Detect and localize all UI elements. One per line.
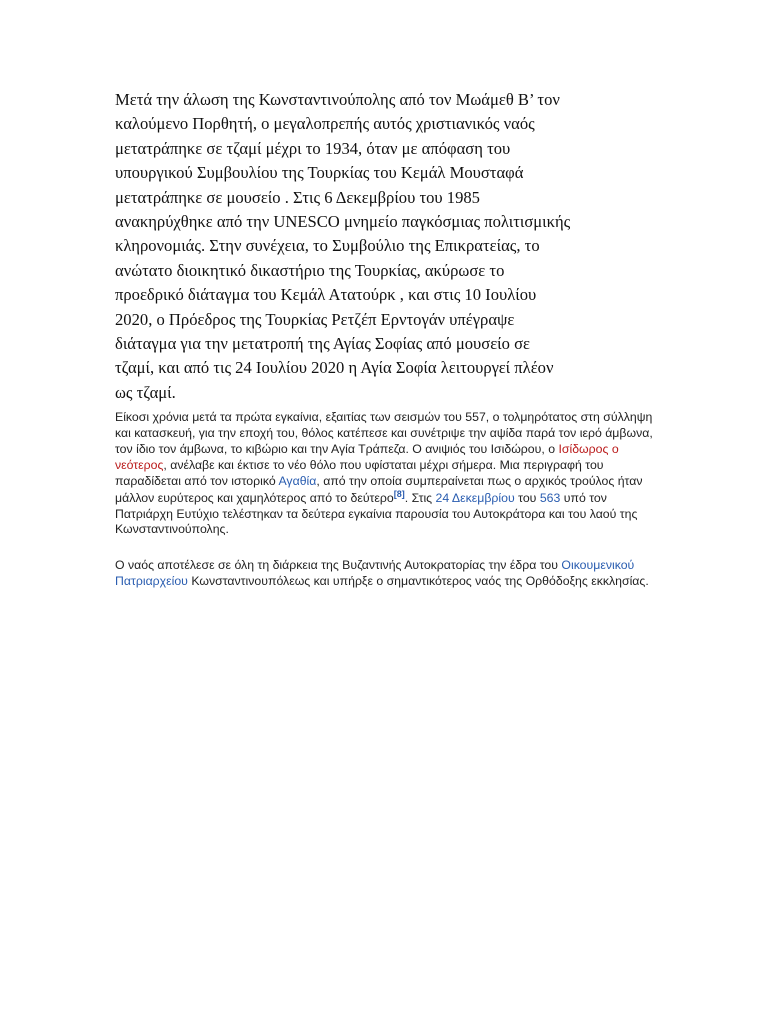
reference-mark[interactable]: [8] xyxy=(393,488,405,499)
wiki-paragraph-patriarchate xyxy=(115,558,660,590)
link-agathias[interactable]: Αγαθία xyxy=(278,473,317,488)
wiki-text: του xyxy=(514,490,540,505)
wiki-text: Ο ναός αποτέλεσε σε όλη τη διάρκεια της Βυζαντινής Αυτοκρατορίας την έδρα του xyxy=(115,558,562,572)
wiki-paragraph-earthquake xyxy=(115,410,660,538)
link-year-563[interactable]: 563 xyxy=(539,490,561,505)
wiki-text: , ανέλαβε και έκτισε το νέο θόλο που υφίσταται μέχρι σήμερα. Μια περιγραφή του παραδίδεται από τον ιστορικό xyxy=(115,457,604,488)
wiki-text: υπό τον Πατριάρχη Ευτύχιο τελέστηκαν τα δεύτερα εγκαίνια παρουσία του Αυτοκράτορα και του λαού της Κωνσταντινούπολης. xyxy=(115,490,638,537)
wiki-text: . Στις xyxy=(404,490,436,505)
link-24-december[interactable]: 24 Δεκεμβρίου xyxy=(435,490,515,505)
serif-body-paragraph: Μετά την άλωση της Κωνσταντινούπολης από τον Μωάμεθ Β’ τον καλούμενο Πορθητή, ο μεγαλοπρεπής αυτός χριστιανικός ναός μετατράπηκε σε τζαμί μέχρι το 1934, όταν με απόφαση του υπουργικού Συμβουλίου της Τουρκίας του Κεμάλ Μουσταφά μετατράπηκε σε μουσείο . Στις 6 Δεκεμβρίου του 1985 ανακηρύχθηκε από την UNESCO μνημείο παγκόσμιας πολιτισμικής κληρονομιάς. Στην συνέχεια, το Συμβούλιο της Επικρατείας, το ανώτατο διοικητικό δικαστήριο της Τουρκίας, ακύρωσε το προεδρικό διάταγμα του Κεμάλ Ατατούρκ , και στις 10 Ιουλίου 2020, ο Πρόεδρος της Τουρκίας Ρετζέπ Ερντογάν υπέγραψε διάταγμα για την μετατροπή της Αγίας Σοφίας από μουσείο σε τζαμί, και από τις 24 Ιουλίου 2020 η Αγία Σοφία λειτουργεί πλέον ως τζαμί. xyxy=(115,90,571,402)
link-isidoros-the-younger[interactable]: Ισίδωρος ο νεότερος xyxy=(115,441,619,472)
wiki-text: , από την οποία συμπεραίνεται πως ο αρχικός τρούλος ήταν μάλλον ευρύτερος και χαμηλότερος από το δεύτερο xyxy=(115,473,643,505)
wiki-text: Κωνσταντινουπόλεως και υπήρξε ο σημαντικότερος ναός της Ορθόδοξης εκκλησίας. xyxy=(187,573,649,588)
wiki-text: Είκοσι χρόνια μετά τα πρώτα εγκαίνια, εξαιτίας των σεισμών του 557, ο τολμηρότατος στη σύλληψη και κατασκευή, για την εποχή του, θόλος κατέπεσε και συνέτριψε την αψίδα παρά τον ιερό άμβωνα, τον ίδιο τον άμβωνα, το κιβώριο και την Αγία Τράπεζα. Ο ανιψιός του Ισιδώρου, ο xyxy=(115,410,653,456)
link-ecumenical-patriarchate[interactable]: Οικουμενικού Πατριαρχείου xyxy=(115,558,635,588)
